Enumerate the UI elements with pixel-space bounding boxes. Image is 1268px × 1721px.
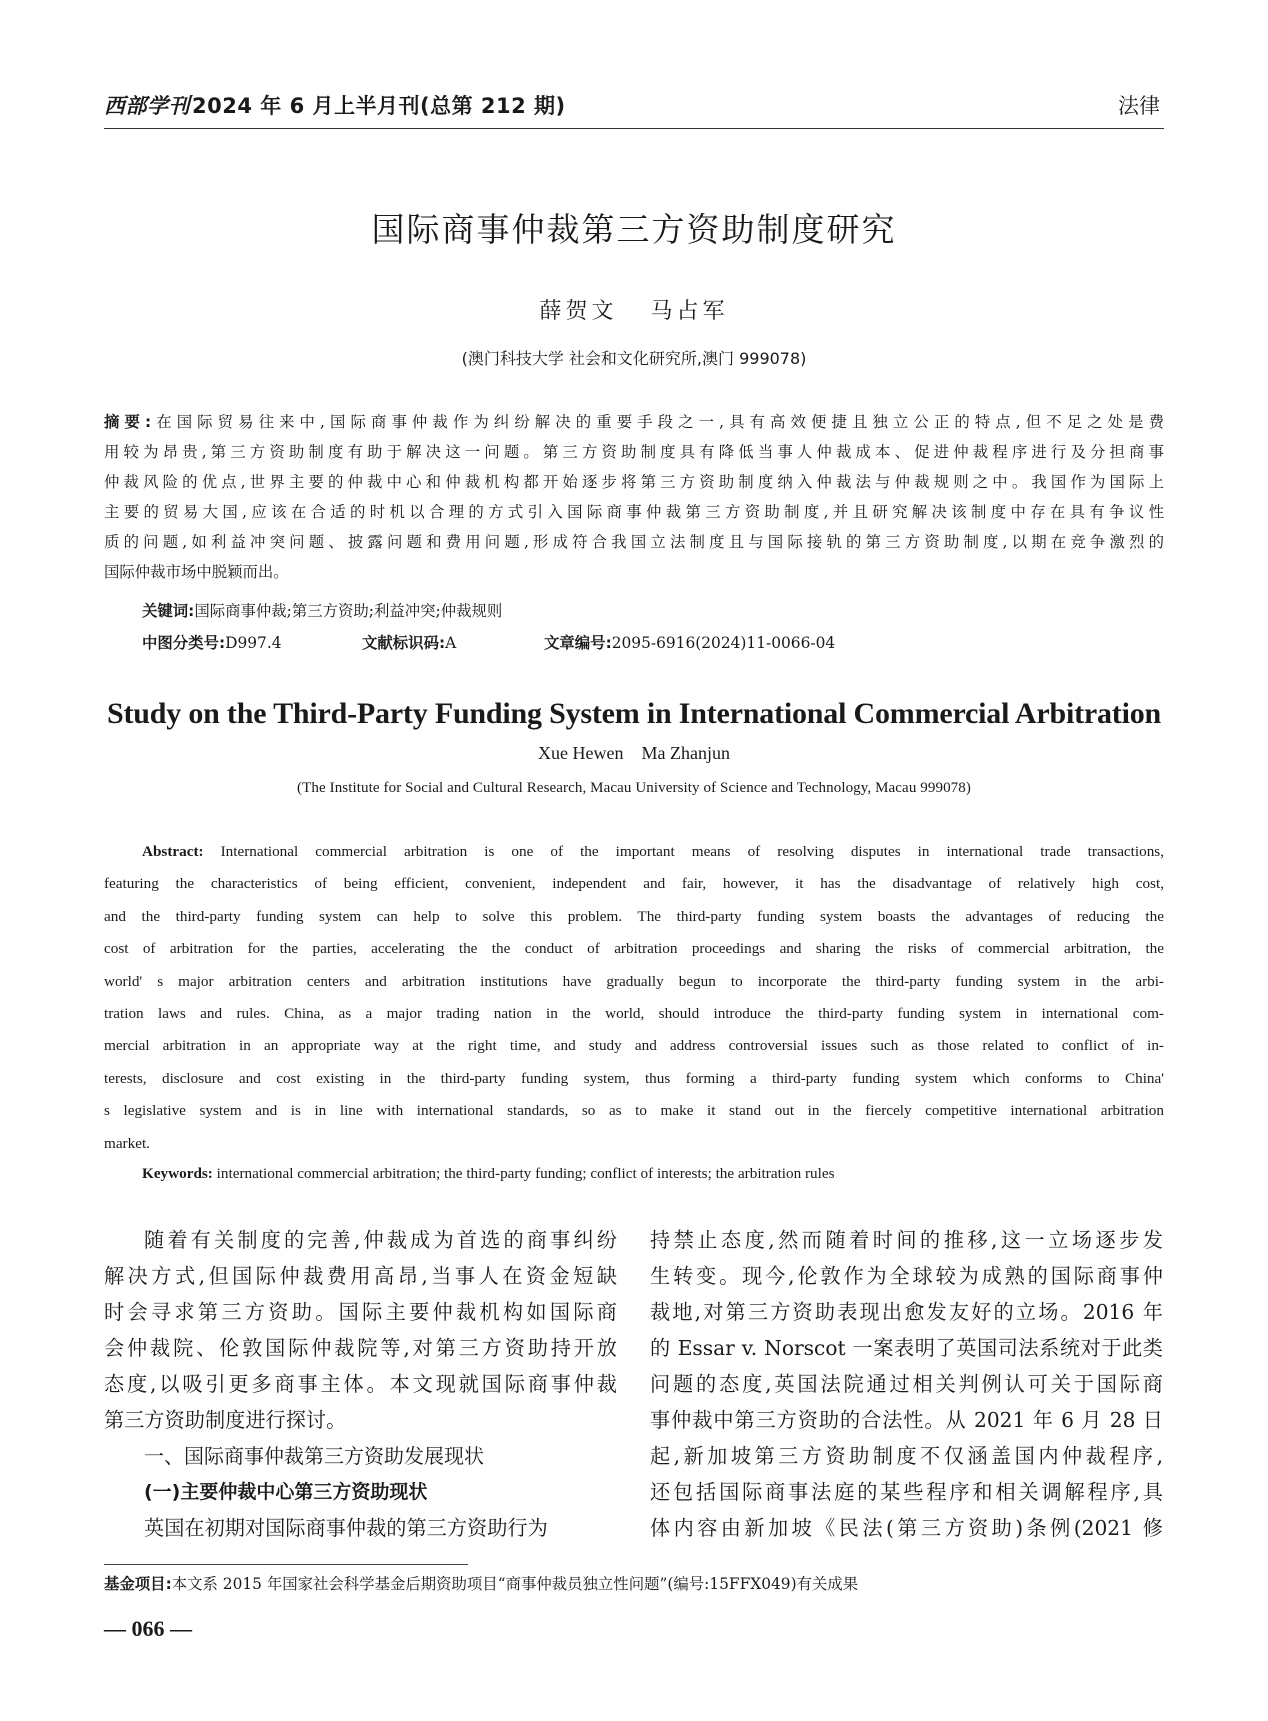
journal-logo: 西部学刊: [104, 93, 190, 118]
footnote-rule: [104, 1564, 468, 1565]
header-rule: [104, 128, 1164, 129]
abstract-cn-line: 摘要:在国际贸易往来中,国际商事仲裁作为纠纷解决的重要手段之一,具有高效便捷且独立公正的特点,但不足之处是费: [104, 413, 1164, 431]
keywords-chinese: [142, 599, 502, 621]
abstract-cn-line: 仲裁风险的优点,世界主要的仲裁中心和仲裁机构都开始逐步将第三方资助制度纳入仲裁法与仲裁规则之中。我国作为国际上: [104, 473, 1164, 491]
abstract-en-line: cost of arbitration for the parties, accelerating the the conduct of arbitration proceedings and sharing the risks of commercial arbitration, the: [104, 940, 1164, 958]
article-number: 文章编号:2095-6916(2024)11-0066-04: [544, 634, 836, 652]
section-heading-2: (一)主要仲裁中心第三方资助现状: [144, 1481, 428, 1503]
body-line: 起,新加坡第三方资助制度不仅涵盖国内仲裁程序,: [650, 1444, 1163, 1468]
body-line: 持禁止态度,然而随着时间的推移,这一立场逐步发: [650, 1228, 1163, 1252]
keywords-english: [142, 1165, 835, 1183]
abstract-cn-line: 国际仲裁市场中脱颖而出。: [104, 563, 289, 581]
abstract-cn-line: 主要的贸易大国,应该在合适的时机以合理的方式引入国际商事仲裁第三方资助制度,并且研究解决该制度中存在具有争议性: [104, 503, 1164, 521]
funding-footnote: [104, 1572, 858, 1594]
body-column-right: [650, 1222, 1163, 1546]
abstract-en-line: s legislative system and is in line with international standards, so as to make it stand out in the fiercely competitive international arbitration: [104, 1102, 1164, 1120]
keywords-cn-label: 关键词:: [142, 602, 195, 620]
body-line: 生转变。现今,伦敦作为全球较为成熟的国际商事仲: [650, 1264, 1163, 1288]
keywords-en-label: Keywords:: [142, 1165, 213, 1182]
abstract-cn-line: 质的问题,如利益冲突问题、披露问题和费用问题,形成符合我国立法制度且与国际接轨的第三方资助制度,以期在竞争激烈的: [104, 533, 1164, 551]
body-line: 随着有关制度的完善,仲裁成为首选的商事纠纷: [144, 1228, 617, 1252]
abstract-en-line: market.: [104, 1134, 150, 1152]
abstract-cn-label: 摘要:: [104, 413, 152, 431]
body-line: 裁地,对第三方资助表现出愈发友好的立场。2016 年: [650, 1300, 1163, 1324]
abstract-cn-line: 用较为昂贵,第三方资助制度有助于解决这一问题。第三方资助制度具有降低当事人仲裁成本、促进仲裁程序进行及分担商事: [104, 443, 1164, 461]
abstract-en-line: featuring the characteristics of being efficient, convenient, independent and fair, however, it has the disadvantage of relatively high cost,: [104, 875, 1164, 893]
footnote-label: 基金项目:: [104, 1575, 172, 1593]
title-chinese: 国际商事仲裁第三方资助制度研究: [371, 210, 897, 249]
body-line: 第三方资助制度进行探讨。: [104, 1408, 347, 1432]
body-line: 时会寻求第三方资助。国际主要仲裁机构如国际商: [104, 1300, 617, 1324]
page-number: — 066 —: [104, 1616, 192, 1641]
body-line: 问题的态度,英国法院通过相关判例认可关于国际商: [650, 1372, 1163, 1396]
body-line: 解决方式,但国际仲裁费用高昂,当事人在资金短缺: [104, 1264, 617, 1288]
abstract-chinese: [104, 407, 1164, 587]
body-line: 会仲裁院、伦敦国际仲裁院等,对第三方资助持开放: [104, 1336, 617, 1360]
abstract-en-line: Abstract: International commercial arbitration is one of the important means of resolving disputes in international trade transactions,: [142, 843, 1165, 860]
abstract-en-label: Abstract:: [142, 843, 204, 860]
body-line: 还包括国际商事法庭的某些程序和相关调解程序,具: [650, 1480, 1163, 1504]
abstract-en-line: terests, disclosure and cost existing in the third-party funding system, thus forming a third-party funding system which conforms to China': [104, 1069, 1164, 1087]
body-line: 体内容由新加坡《民法(第三方资助)条例(2021 修: [650, 1516, 1163, 1540]
abstract-en-line: and the third-party funding system can help to solve this problem. The third-party funding system boasts the advantages of reducing the: [104, 907, 1164, 925]
abstract-en-line: tration laws and rules. China, as a major trading nation in the world, should introduce the third-party funding system in international com-: [104, 1005, 1164, 1023]
section-label: 法律: [1118, 94, 1160, 118]
authors-english: Xue Hewen Ma Zhanjun: [538, 743, 730, 763]
clc-number: 中图分类号:D997.4: [142, 634, 282, 652]
title-english: Study on the Third-Party Funding System in International Commercial Arbitration: [107, 697, 1161, 730]
body-line: 态度,以吸引更多商事主体。本文现就国际商事仲裁: [104, 1372, 617, 1396]
affiliation-chinese: (澳门科技大学 社会和文化研究所,澳门 999078): [461, 349, 807, 368]
issue-info: 2024 年 6 月上半月刊(总第 212 期): [192, 94, 566, 118]
body-line: 事仲裁中第三方资助的合法性。从 2021 年 6 月 28 日: [650, 1408, 1163, 1432]
keywords-en-text: international commercial arbitration; the third-party funding; conflict of interests; the arbitration rules: [216, 1165, 835, 1182]
running-header: [104, 90, 566, 120]
affiliation-english: (The Institute for Social and Cultural Research, Macau University of Science and Technology, Macau 999078): [297, 780, 971, 796]
abstract-en-line: world' s major arbitration centers and arbitration institutions have gradually begun to incorporate the third-party funding system in the arbi-: [104, 972, 1164, 990]
section-heading-1: 一、国际商事仲裁第三方资助发展现状: [144, 1444, 484, 1468]
abstract-english: [104, 836, 1164, 1160]
body-column-left: [104, 1222, 617, 1546]
body-line: 的 Essar v. Norscot 一案表明了英国司法系统对于此类: [650, 1336, 1163, 1360]
keywords-cn-text: 国际商事仲裁;第三方资助;利益冲突;仲裁规则: [194, 602, 503, 620]
abstract-en-line: mercial arbitration in an appropriate way at the right time, and study and address controversial issues such as those related to conflict of in-: [104, 1037, 1164, 1055]
document-code: 文献标识码:A: [362, 634, 457, 652]
footnote-text: 本文系 2015 年国家社会科学基金后期资助项目“商事仲裁员独立性问题”(编号:15FFX049)有关成果: [171, 1575, 859, 1593]
authors-chinese: 薛贺文 马占军: [539, 299, 729, 324]
body-line: 英国在初期对国际商事仲裁的第三方资助行为: [144, 1516, 548, 1540]
